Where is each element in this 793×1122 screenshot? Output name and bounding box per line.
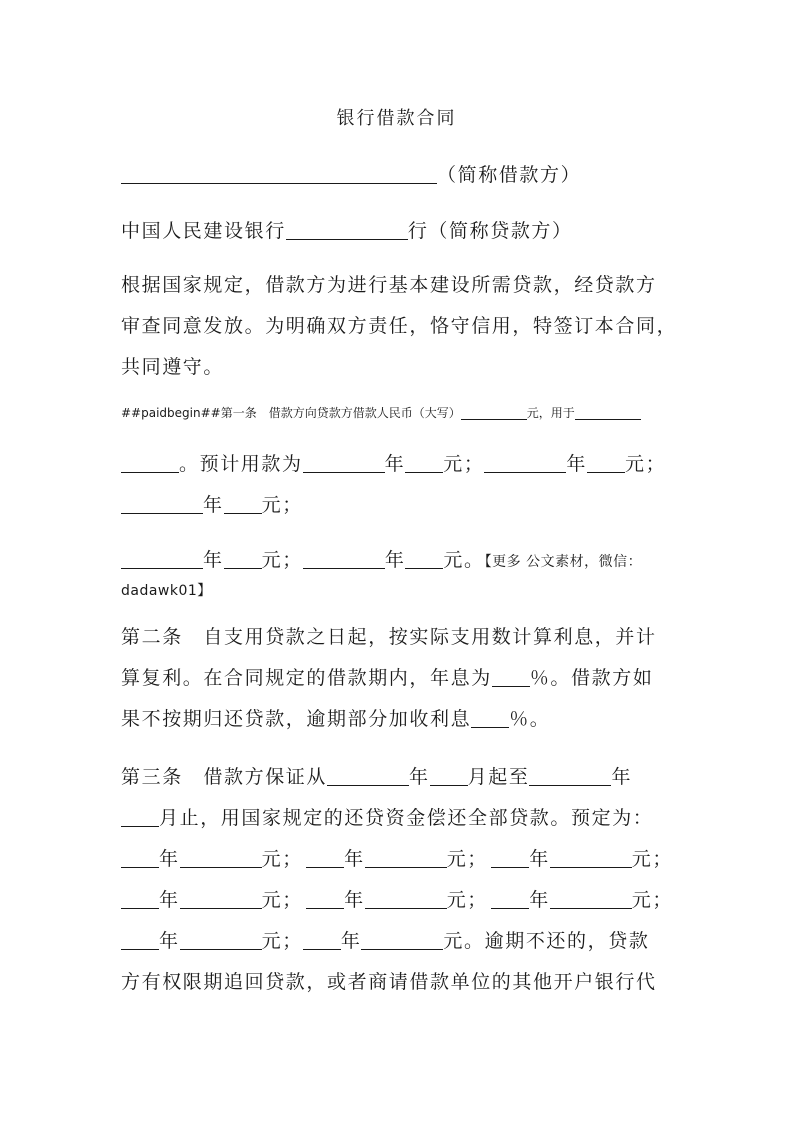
- month-until-text: 月止，用国家规定的还贷资金偿还全部贷款。预定为：: [159, 807, 654, 829]
- year-text: 年: [529, 889, 550, 911]
- article2-text-b: ％。借款方如: [529, 667, 654, 689]
- lender-branch-blank[interactable]: [286, 219, 408, 240]
- plan-label: 。预计用款为: [179, 453, 303, 475]
- year-text: 年: [203, 494, 224, 516]
- repay-year-blank[interactable]: [306, 888, 344, 909]
- yuan-text: 元；: [631, 889, 673, 911]
- start-year-blank[interactable]: [327, 765, 409, 786]
- borrower-line: [121, 160, 673, 187]
- start-month-blank[interactable]: [430, 765, 468, 786]
- purpose-continued-blank[interactable]: [121, 452, 179, 473]
- repay-amount-blank[interactable]: [180, 929, 262, 950]
- plan-amount-4-blank[interactable]: [224, 548, 262, 569]
- repay-amount-blank[interactable]: [550, 847, 632, 868]
- repayment-item: [121, 844, 303, 871]
- article3-line-1: [121, 762, 673, 789]
- year-text: 年: [529, 848, 550, 870]
- plan-year-2-blank[interactable]: [484, 452, 566, 473]
- plan-year-1-blank[interactable]: [303, 452, 385, 473]
- article1-line-3: [121, 490, 673, 517]
- article2-text-d: ％。: [509, 708, 551, 730]
- plan-amount-1-blank[interactable]: [405, 452, 443, 473]
- year-text: 年: [611, 766, 633, 788]
- year-text: 年: [340, 930, 362, 952]
- repay-amount-blank[interactable]: [361, 929, 443, 950]
- plan-year-3-blank[interactable]: [121, 493, 203, 514]
- borrower-suffix: （简称借款方）: [437, 164, 582, 186]
- borrower-name-blank[interactable]: [121, 163, 437, 184]
- repay-year-blank[interactable]: [121, 888, 159, 909]
- article2-text-c: 果不按期归还贷款，逾期部分加收利息: [121, 708, 472, 730]
- repay-year-blank[interactable]: [121, 929, 159, 950]
- end-year-blank[interactable]: [529, 765, 611, 786]
- overdue-text: 元。逾期不还的，贷款: [443, 930, 650, 952]
- yuan-text: 元；: [443, 453, 485, 475]
- year-text: 年: [159, 889, 180, 911]
- year-text: 年: [566, 453, 588, 475]
- repay-year-blank[interactable]: [303, 929, 341, 950]
- lender-prefix: 中国人民建设银行: [121, 220, 286, 242]
- month-from-text: 月起至: [467, 766, 530, 788]
- repay-amount-blank[interactable]: [550, 888, 632, 909]
- paid-marker: ##paidbegin##: [121, 406, 221, 420]
- article1-text-b: 元，用于: [526, 406, 575, 420]
- year-text: 年: [159, 848, 180, 870]
- repayment-item: [306, 885, 488, 912]
- ad-text: 【更多 公文素材，微信：: [484, 554, 643, 570]
- preamble-line-1: 根据国家规定，借款方为进行基本建设所需贷款，经贷款方: [121, 274, 657, 296]
- plan-year-4-blank[interactable]: [121, 548, 203, 569]
- yuan-text: 元；: [446, 889, 488, 911]
- article3-line-2: [121, 803, 673, 830]
- article3-line-3: [121, 844, 673, 871]
- repayment-item: [306, 844, 488, 871]
- article2-line-2: [121, 663, 673, 690]
- plan-amount-5-blank[interactable]: [405, 548, 443, 569]
- yuan-text: 元；: [631, 848, 673, 870]
- article3-start: 第三条 借款方保证从: [121, 766, 328, 788]
- yuan-text: 元；: [261, 848, 303, 870]
- plan-amount-2-blank[interactable]: [587, 452, 625, 473]
- repay-amount-blank[interactable]: [365, 847, 447, 868]
- year-text: 年: [344, 848, 365, 870]
- yuan-text: 元；: [261, 494, 303, 516]
- amount-blank[interactable]: [461, 406, 527, 420]
- article1-line-4: [121, 545, 673, 572]
- plan-amount-3-blank[interactable]: [224, 493, 262, 514]
- lender-suffix: 行（简称贷款方）: [407, 220, 573, 242]
- yuan-text: 元；: [625, 453, 667, 475]
- year-text: 年: [203, 549, 224, 571]
- year-text: 年: [159, 930, 180, 952]
- repay-amount-blank[interactable]: [365, 888, 447, 909]
- lender-line: [121, 216, 673, 243]
- repay-year-blank[interactable]: [121, 847, 159, 868]
- year-text: 年: [384, 453, 406, 475]
- article2-line-1: 第二条 自支用贷款之日起，按实际支用数计算利息，并计: [121, 626, 657, 648]
- overdue-interest-blank[interactable]: [471, 707, 509, 728]
- year-text: 年: [344, 889, 365, 911]
- yuan-text: 元；: [261, 889, 303, 911]
- plan-year-5-blank[interactable]: [303, 548, 385, 569]
- repay-amount-blank[interactable]: [180, 888, 262, 909]
- article1-text-a: 第一条 借款方向贷款方借款人民币（大写）: [220, 406, 461, 420]
- yuan-text: 元；: [261, 549, 303, 571]
- repayment-item: [121, 885, 303, 912]
- repayment-item: [491, 844, 673, 871]
- preamble-line-3: 共同遵守。: [121, 356, 225, 378]
- repay-amount-blank[interactable]: [180, 847, 262, 868]
- repay-year-blank[interactable]: [491, 847, 529, 868]
- year-text: 年: [384, 549, 406, 571]
- repay-year-blank[interactable]: [306, 847, 344, 868]
- article2-text-a: 算复利。在合同规定的借款期内，年息为: [121, 667, 492, 689]
- purpose-blank[interactable]: [575, 406, 641, 420]
- document-title: 银行借款合同: [336, 108, 457, 129]
- article1-line-1: [121, 404, 673, 421]
- yuan-period: 元。: [443, 549, 485, 571]
- article3-line-4: [121, 885, 673, 912]
- ad-end: dadawk01】: [121, 583, 212, 599]
- repayment-item: [491, 885, 673, 912]
- article3-line-5: [121, 926, 673, 953]
- article1-line-2: [121, 449, 673, 476]
- article3-line-6: 方有权限期追回贷款，或者商请借款单位的其他开户银行代: [121, 971, 657, 993]
- article2-line-3: [121, 704, 673, 731]
- yuan-text: 元；: [446, 848, 488, 870]
- repay-year-blank[interactable]: [491, 888, 529, 909]
- annual-interest-blank[interactable]: [492, 666, 530, 687]
- preamble-line-2: 审查同意发放。为明确双方责任，恪守信用，特签订本合同，: [121, 315, 678, 337]
- yuan-text: 元；: [261, 930, 303, 952]
- year-text: 年: [409, 766, 430, 788]
- end-month-blank[interactable]: [121, 806, 159, 827]
